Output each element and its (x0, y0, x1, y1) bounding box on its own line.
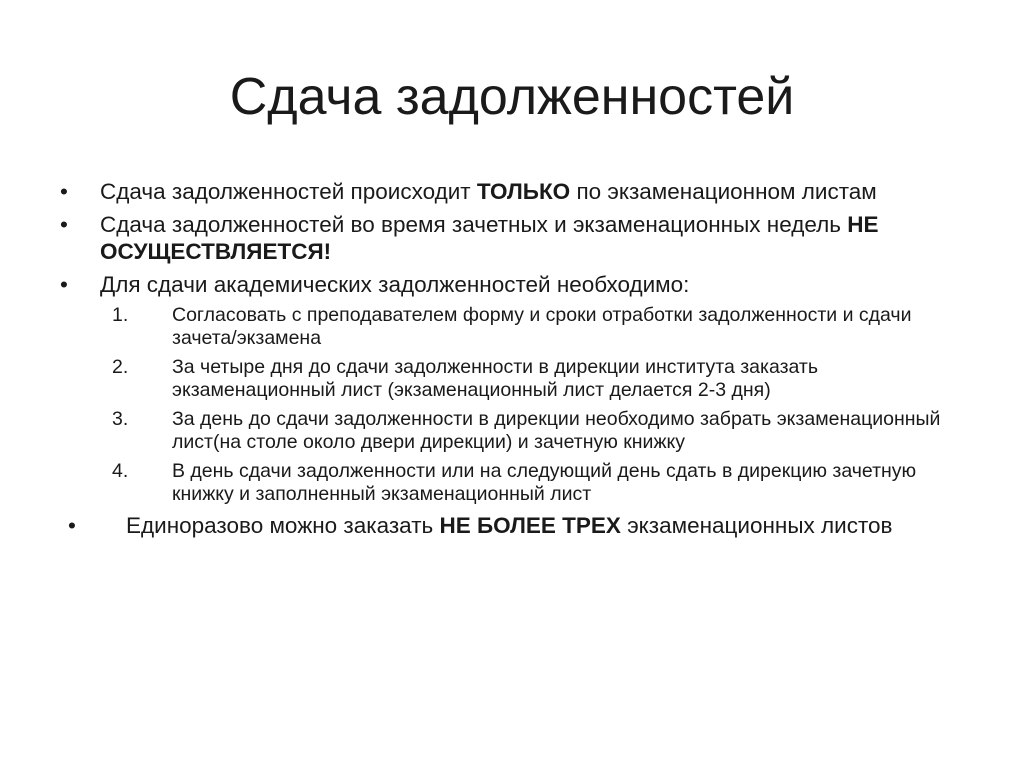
bullet-dot: • (60, 179, 68, 204)
bullet-text: Единоразово можно заказать (126, 513, 440, 538)
bullet-emphasis: НЕ ОСУЩЕСТВЛЯЕТСЯ! (100, 212, 879, 264)
bullet-dot: • (60, 212, 68, 237)
step-number: 2. (112, 356, 129, 378)
bullet-item-not-during-exam-weeks (60, 211, 980, 265)
bullet-text-tail: экзаменационных листов (620, 513, 893, 538)
step-number: 3. (112, 408, 129, 430)
bullet-dot: • (60, 272, 68, 297)
bullet-text: Сдача задолженностей во время зачетных и экзаменационных недель (100, 212, 848, 237)
step-item-3 (60, 408, 980, 454)
step-number: 1. (112, 304, 129, 326)
slide-content (60, 178, 980, 545)
bullet-dot: • (68, 513, 76, 538)
step-text: В день сдачи задолженности или на следующий день сдать в дирекцию зачетную книжку и заполненный экзаменационный лист (172, 460, 917, 505)
step-text: За четыре дня до сдачи задолженности в дирекции института заказать экзаменационный лист (экзаменационный лист делается 2-3 дня) (172, 356, 819, 401)
step-item-1 (60, 304, 980, 350)
bullet-text-tail: по экзаменационном листам (570, 179, 877, 204)
step-text: Согласовать с преподавателем форму и сроки отработки задолженности и сдачи зачета/экзамена (172, 304, 912, 349)
bullet-item-requirements (60, 271, 980, 298)
bullet-item-only-exam-sheets (60, 178, 980, 205)
numbered-steps-list (60, 304, 980, 506)
step-item-2 (60, 356, 980, 402)
step-number: 4. (112, 460, 129, 482)
step-item-4 (60, 460, 980, 506)
bullet-text: Сдача задолженностей происходит (100, 179, 477, 204)
bullet-emphasis: ТОЛЬКО (476, 179, 571, 204)
bullet-item-max-three-sheets (60, 512, 980, 539)
bullet-emphasis: НЕ БОЛЕЕ ТРЕХ (439, 513, 621, 538)
bullet-text: Для сдачи академических задолженностей необходимо: (100, 272, 690, 297)
slide-title: Сдача задолженностей (229, 68, 795, 126)
step-text: За день до сдачи задолженности в дирекции необходимо забрать экзаменационный лист(на столе около двери дирекции) и зачетную книжку (172, 408, 941, 453)
